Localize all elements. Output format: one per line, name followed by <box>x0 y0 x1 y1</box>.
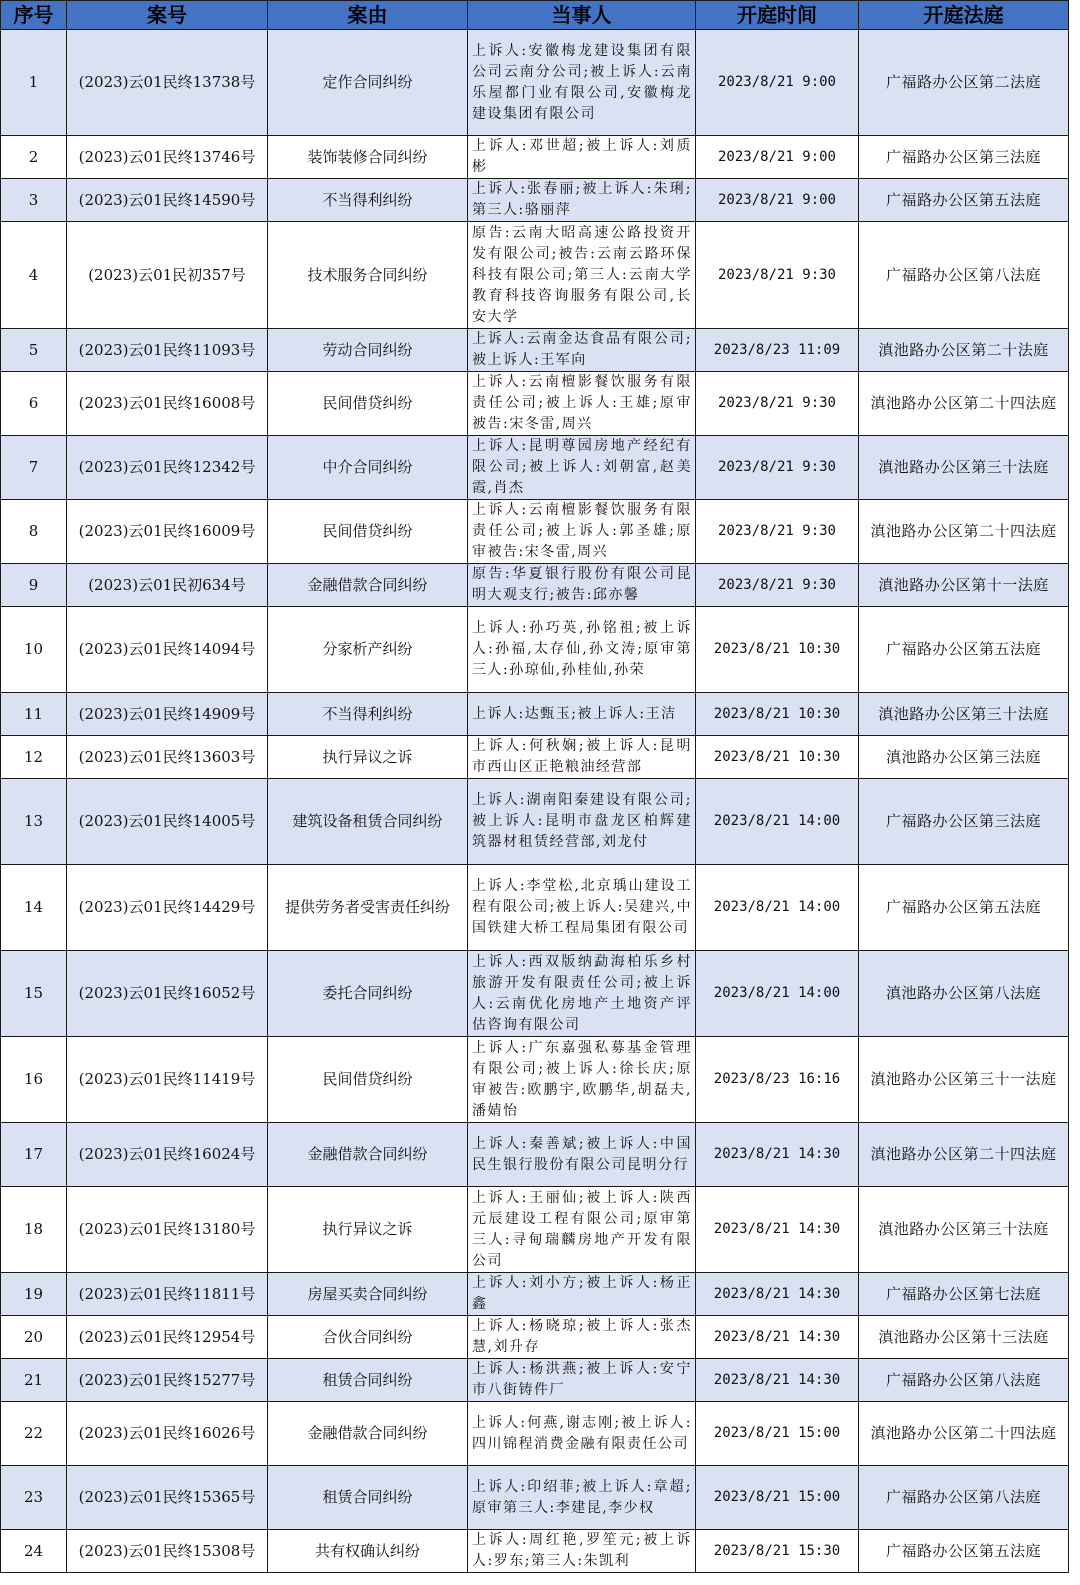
table-row[interactable] <box>1 1123 1069 1187</box>
cell-cause[interactable]: 建筑设备租赁合同纠纷 <box>268 779 468 865</box>
cell-parties[interactable]: 上诉人:何燕,谢志刚;被上诉人:四川锦程消费金融有限责任公司 <box>468 1402 696 1466</box>
cell-cause[interactable]: 民间借贷纠纷 <box>268 1037 468 1123</box>
table-row[interactable] <box>1 329 1069 372</box>
cell-seq[interactable]: 17 <box>1 1123 67 1187</box>
cell-court[interactable]: 广福路办公区第八法庭 <box>859 1359 1069 1402</box>
table-row[interactable] <box>1 607 1069 693</box>
cell-cause[interactable]: 民间借贷纠纷 <box>268 500 468 564</box>
cell-hearing-time[interactable]: 2023/8/21 14:30 <box>696 1359 859 1402</box>
cell-cause[interactable]: 房屋买卖合同纠纷 <box>268 1273 468 1316</box>
cell-parties[interactable]: 上诉人:印绍菲;被上诉人:章超;原审第三人:李建昆,李少权 <box>468 1466 696 1530</box>
cell-case-number[interactable]: (2023)云01民终11811号 <box>67 1273 268 1316</box>
cell-hearing-time[interactable]: 2023/8/21 14:30 <box>696 1187 859 1273</box>
cell-cause[interactable]: 不当得利纠纷 <box>268 693 468 736</box>
cell-parties[interactable]: 上诉人:杨洪燕;被上诉人:安宁市八街铸件厂 <box>468 1359 696 1402</box>
cell-hearing-time[interactable]: 2023/8/21 10:30 <box>696 693 859 736</box>
cell-cause[interactable]: 劳动合同纠纷 <box>268 329 468 372</box>
cell-seq[interactable]: 13 <box>1 779 67 865</box>
cell-seq[interactable]: 14 <box>1 865 67 951</box>
cell-hearing-time[interactable]: 2023/8/23 11:09 <box>696 329 859 372</box>
cell-case-number[interactable]: (2023)云01民终11093号 <box>67 329 268 372</box>
cell-seq[interactable]: 23 <box>1 1466 67 1530</box>
cell-case-number[interactable]: (2023)云01民终12342号 <box>67 436 268 500</box>
cell-court[interactable]: 滇池路办公区第二十四法庭 <box>859 1123 1069 1187</box>
cell-cause[interactable]: 合伙合同纠纷 <box>268 1316 468 1359</box>
cell-case-number[interactable]: (2023)云01民终13180号 <box>67 1187 268 1273</box>
cell-court[interactable]: 滇池路办公区第二十法庭 <box>859 329 1069 372</box>
table-row[interactable] <box>1 693 1069 736</box>
cell-seq[interactable]: 9 <box>1 564 67 607</box>
table-row[interactable] <box>1 1187 1069 1273</box>
cell-seq[interactable]: 5 <box>1 329 67 372</box>
cell-hearing-time[interactable]: 2023/8/21 14:30 <box>696 1273 859 1316</box>
cell-court[interactable]: 滇池路办公区第十一法庭 <box>859 564 1069 607</box>
table-row[interactable] <box>1 865 1069 951</box>
cell-court[interactable]: 滇池路办公区第三法庭 <box>859 736 1069 779</box>
table-row[interactable] <box>1 736 1069 779</box>
cell-seq[interactable]: 11 <box>1 693 67 736</box>
cell-hearing-time[interactable]: 2023/8/21 14:30 <box>696 1123 859 1187</box>
column-header-court[interactable]: 开庭法庭 <box>859 1 1069 30</box>
table-row[interactable] <box>1 951 1069 1037</box>
cell-parties[interactable]: 原告:华夏银行股份有限公司昆明大观支行;被告:邱亦馨 <box>468 564 696 607</box>
cell-parties[interactable]: 上诉人:湖南阳秦建设有限公司;被上诉人:昆明市盘龙区柏辉建筑器材租赁经营部,刘龙付 <box>468 779 696 865</box>
table-row[interactable] <box>1 779 1069 865</box>
cell-hearing-time[interactable]: 2023/8/21 14:00 <box>696 951 859 1037</box>
cell-parties[interactable]: 上诉人:杨晓琼;被上诉人:张杰慧,刘升存 <box>468 1316 696 1359</box>
table-row[interactable] <box>1 1402 1069 1466</box>
cell-hearing-time[interactable]: 2023/8/23 16:16 <box>696 1037 859 1123</box>
cell-parties[interactable]: 上诉人:云南金达食品有限公司;被上诉人:王军向 <box>468 329 696 372</box>
cell-court[interactable]: 滇池路办公区第二十四法庭 <box>859 1402 1069 1466</box>
cell-parties[interactable]: 上诉人:何秋娴;被上诉人:昆明市西山区正艳粮油经营部 <box>468 736 696 779</box>
cell-case-number[interactable]: (2023)云01民终16024号 <box>67 1123 268 1187</box>
table-row[interactable] <box>1 500 1069 564</box>
cell-parties[interactable]: 上诉人:刘小方;被上诉人:杨正鑫 <box>468 1273 696 1316</box>
cell-hearing-time[interactable]: 2023/8/21 9:00 <box>696 179 859 222</box>
cell-hearing-time[interactable]: 2023/8/21 15:30 <box>696 1530 859 1573</box>
cell-court[interactable]: 滇池路办公区第二十四法庭 <box>859 500 1069 564</box>
table-row[interactable] <box>1 436 1069 500</box>
cell-hearing-time[interactable]: 2023/8/21 10:30 <box>696 607 859 693</box>
column-header-hearing-time[interactable]: 开庭时间 <box>696 1 859 30</box>
cell-cause[interactable]: 委托合同纠纷 <box>268 951 468 1037</box>
cell-court[interactable]: 广福路办公区第五法庭 <box>859 607 1069 693</box>
cell-seq[interactable]: 4 <box>1 222 67 329</box>
cell-seq[interactable]: 22 <box>1 1402 67 1466</box>
cell-parties[interactable]: 上诉人:孙巧英,孙铭祖;被上诉人:孙福,太存仙,孙文涛;原审第三人:孙琼仙,孙桂仙,孙荣 <box>468 607 696 693</box>
cell-case-number[interactable]: (2023)云01民初634号 <box>67 564 268 607</box>
cell-court[interactable]: 广福路办公区第三法庭 <box>859 136 1069 179</box>
cell-cause[interactable]: 执行异议之诉 <box>268 736 468 779</box>
cell-case-number[interactable]: (2023)云01民终13746号 <box>67 136 268 179</box>
cell-case-number[interactable]: (2023)云01民终13603号 <box>67 736 268 779</box>
cell-seq[interactable]: 16 <box>1 1037 67 1123</box>
cell-case-number[interactable]: (2023)云01民终14094号 <box>67 607 268 693</box>
cell-cause[interactable]: 提供劳务者受害责任纠纷 <box>268 865 468 951</box>
cell-court[interactable]: 滇池路办公区第三十法庭 <box>859 1187 1069 1273</box>
cell-case-number[interactable]: (2023)云01民终14909号 <box>67 693 268 736</box>
cell-seq[interactable]: 1 <box>1 30 67 136</box>
cell-seq[interactable]: 15 <box>1 951 67 1037</box>
cell-seq[interactable]: 20 <box>1 1316 67 1359</box>
cell-case-number[interactable]: (2023)云01民初357号 <box>67 222 268 329</box>
cell-seq[interactable]: 6 <box>1 372 67 436</box>
cell-hearing-time[interactable]: 2023/8/21 9:00 <box>696 136 859 179</box>
cell-parties[interactable]: 上诉人:安徽梅龙建设集团有限公司云南分公司;被上诉人:云南乐屋都门业有限公司,安徽梅龙建设集团有限公司 <box>468 30 696 136</box>
cell-case-number[interactable]: (2023)云01民终16009号 <box>67 500 268 564</box>
table-body <box>1 30 1069 1573</box>
cell-seq[interactable]: 8 <box>1 500 67 564</box>
cell-cause[interactable]: 执行异议之诉 <box>268 1187 468 1273</box>
cell-court[interactable]: 滇池路办公区第二十四法庭 <box>859 372 1069 436</box>
cell-cause[interactable]: 金融借款合同纠纷 <box>268 564 468 607</box>
table-row[interactable] <box>1 1530 1069 1573</box>
cell-parties[interactable]: 上诉人:周红艳,罗笙元;被上诉人:罗东;第三人:朱凯利 <box>468 1530 696 1573</box>
cell-hearing-time[interactable]: 2023/8/21 14:30 <box>696 1316 859 1359</box>
cell-case-number[interactable]: (2023)云01民终13738号 <box>67 30 268 136</box>
cell-seq[interactable]: 7 <box>1 436 67 500</box>
table-row[interactable] <box>1 1359 1069 1402</box>
header-row <box>1 1 1069 30</box>
table-row[interactable] <box>1 1316 1069 1359</box>
cell-seq[interactable]: 19 <box>1 1273 67 1316</box>
cell-hearing-time[interactable]: 2023/8/21 9:30 <box>696 436 859 500</box>
cell-hearing-time[interactable]: 2023/8/21 9:30 <box>696 222 859 329</box>
cell-hearing-time[interactable]: 2023/8/21 15:00 <box>696 1402 859 1466</box>
cell-parties[interactable]: 原告:云南大昭高速公路投资开发有限公司;被告:云南云路环保科技有限公司;第三人:云南大学教育科技咨询服务有限公司,长安大学 <box>468 222 696 329</box>
table-row[interactable] <box>1 564 1069 607</box>
cell-parties[interactable]: 上诉人:广东嘉强私募基金管理有限公司;被上诉人:徐长庆;原审被告:欧鹏宇,欧鹏华,胡磊夫,潘婧怡 <box>468 1037 696 1123</box>
cell-seq[interactable]: 2 <box>1 136 67 179</box>
cell-seq[interactable]: 12 <box>1 736 67 779</box>
cell-cause[interactable]: 定作合同纠纷 <box>268 30 468 136</box>
cell-case-number[interactable]: (2023)云01民终11419号 <box>67 1037 268 1123</box>
cell-court[interactable]: 广福路办公区第八法庭 <box>859 1466 1069 1530</box>
cell-cause[interactable]: 租赁合同纠纷 <box>268 1466 468 1530</box>
cell-case-number[interactable]: (2023)云01民终15308号 <box>67 1530 268 1573</box>
column-header-parties[interactable]: 当事人 <box>468 1 696 30</box>
table-row[interactable] <box>1 136 1069 179</box>
cell-court[interactable]: 滇池路办公区第八法庭 <box>859 951 1069 1037</box>
cell-case-number[interactable]: (2023)云01民终14005号 <box>67 779 268 865</box>
cell-cause[interactable]: 分家析产纠纷 <box>268 607 468 693</box>
cell-parties[interactable]: 上诉人:李堂松,北京瑀山建设工程有限公司;被上诉人:吴建兴,中国铁建大桥工程局集团有限公司 <box>468 865 696 951</box>
cell-cause[interactable]: 装饰装修合同纠纷 <box>268 136 468 179</box>
cell-case-number[interactable]: (2023)云01民终16052号 <box>67 951 268 1037</box>
cell-hearing-time[interactable]: 2023/8/21 15:00 <box>696 1466 859 1530</box>
cell-cause[interactable]: 共有权确认纠纷 <box>268 1530 468 1573</box>
cell-case-number[interactable]: (2023)云01民终16008号 <box>67 372 268 436</box>
cell-hearing-time[interactable]: 2023/8/21 9:30 <box>696 500 859 564</box>
table-row[interactable] <box>1 1273 1069 1316</box>
cell-court[interactable]: 广福路办公区第三法庭 <box>859 779 1069 865</box>
cell-court[interactable]: 广福路办公区第二法庭 <box>859 30 1069 136</box>
table-row[interactable] <box>1 372 1069 436</box>
cell-case-number[interactable]: (2023)云01民终14429号 <box>67 865 268 951</box>
cell-case-number[interactable]: (2023)云01民终16026号 <box>67 1402 268 1466</box>
cell-court[interactable]: 滇池路办公区第三十法庭 <box>859 693 1069 736</box>
cell-court[interactable]: 滇池路办公区第十三法庭 <box>859 1316 1069 1359</box>
cell-court[interactable]: 滇池路办公区第三十法庭 <box>859 436 1069 500</box>
cell-court[interactable]: 滇池路办公区第三十一法庭 <box>859 1037 1069 1123</box>
cell-parties[interactable]: 上诉人:昆明尊园房地产经纪有限公司;被上诉人:刘朝富,赵美霞,肖杰 <box>468 436 696 500</box>
cell-case-number[interactable]: (2023)云01民终14590号 <box>67 179 268 222</box>
table-row[interactable] <box>1 222 1069 329</box>
cell-cause[interactable]: 中介合同纠纷 <box>268 436 468 500</box>
cell-parties[interactable]: 上诉人:西双版纳勐海柏乐乡村旅游开发有限责任公司;被上诉人:云南优化房地产土地资产评估咨询有限公司 <box>468 951 696 1037</box>
cell-cause[interactable]: 不当得利纠纷 <box>268 179 468 222</box>
cell-hearing-time[interactable]: 2023/8/21 9:30 <box>696 564 859 607</box>
cell-cause[interactable]: 民间借贷纠纷 <box>268 372 468 436</box>
table-row[interactable] <box>1 30 1069 136</box>
cell-court[interactable]: 广福路办公区第五法庭 <box>859 865 1069 951</box>
cell-seq[interactable]: 18 <box>1 1187 67 1273</box>
cell-hearing-time[interactable]: 2023/8/21 9:30 <box>696 372 859 436</box>
cell-seq[interactable]: 10 <box>1 607 67 693</box>
cell-parties[interactable]: 上诉人:邓世超;被上诉人:刘质彬 <box>468 136 696 179</box>
cell-hearing-time[interactable]: 2023/8/21 9:00 <box>696 30 859 136</box>
cell-parties[interactable]: 上诉人:云南檀影餐饮服务有限责任公司;被上诉人:王雄;原审被告:宋冬雷,周兴 <box>468 372 696 436</box>
cell-seq[interactable]: 3 <box>1 179 67 222</box>
cell-parties[interactable]: 上诉人:秦善斌;被上诉人:中国民生银行股份有限公司昆明分行 <box>468 1123 696 1187</box>
cell-court[interactable]: 广福路办公区第五法庭 <box>859 179 1069 222</box>
cell-court[interactable]: 广福路办公区第七法庭 <box>859 1273 1069 1316</box>
cell-case-number[interactable]: (2023)云01民终15365号 <box>67 1466 268 1530</box>
cell-seq[interactable]: 24 <box>1 1530 67 1573</box>
cell-parties[interactable]: 上诉人:达甄玉;被上诉人:王洁 <box>468 693 696 736</box>
column-header-case-number[interactable]: 案号 <box>67 1 268 30</box>
cell-parties[interactable]: 上诉人:张春丽;被上诉人:朱琍;第三人:骆丽萍 <box>468 179 696 222</box>
table-row[interactable] <box>1 1466 1069 1530</box>
cell-parties[interactable]: 上诉人:云南檀影餐饮服务有限责任公司;被上诉人:郭圣雄;原审被告:宋冬雷,周兴 <box>468 500 696 564</box>
cell-court[interactable]: 广福路办公区第五法庭 <box>859 1530 1069 1573</box>
cell-case-number[interactable]: (2023)云01民终15277号 <box>67 1359 268 1402</box>
cell-cause[interactable]: 金融借款合同纠纷 <box>268 1402 468 1466</box>
cell-case-number[interactable]: (2023)云01民终12954号 <box>67 1316 268 1359</box>
column-header-seq[interactable]: 序号 <box>1 1 67 30</box>
column-header-cause[interactable]: 案由 <box>268 1 468 30</box>
cell-cause[interactable]: 技术服务合同纠纷 <box>268 222 468 329</box>
cell-parties[interactable]: 上诉人:王丽仙;被上诉人:陕西元辰建设工程有限公司;原审第三人:寻甸瑞麟房地产开发有限公司 <box>468 1187 696 1273</box>
cell-cause[interactable]: 金融借款合同纠纷 <box>268 1123 468 1187</box>
table-row[interactable] <box>1 179 1069 222</box>
cell-court[interactable]: 广福路办公区第八法庭 <box>859 222 1069 329</box>
cell-hearing-time[interactable]: 2023/8/21 14:00 <box>696 779 859 865</box>
cell-cause[interactable]: 租赁合同纠纷 <box>268 1359 468 1402</box>
cell-seq[interactable]: 21 <box>1 1359 67 1402</box>
cell-hearing-time[interactable]: 2023/8/21 10:30 <box>696 736 859 779</box>
cell-hearing-time[interactable]: 2023/8/21 14:00 <box>696 865 859 951</box>
table-row[interactable] <box>1 1037 1069 1123</box>
